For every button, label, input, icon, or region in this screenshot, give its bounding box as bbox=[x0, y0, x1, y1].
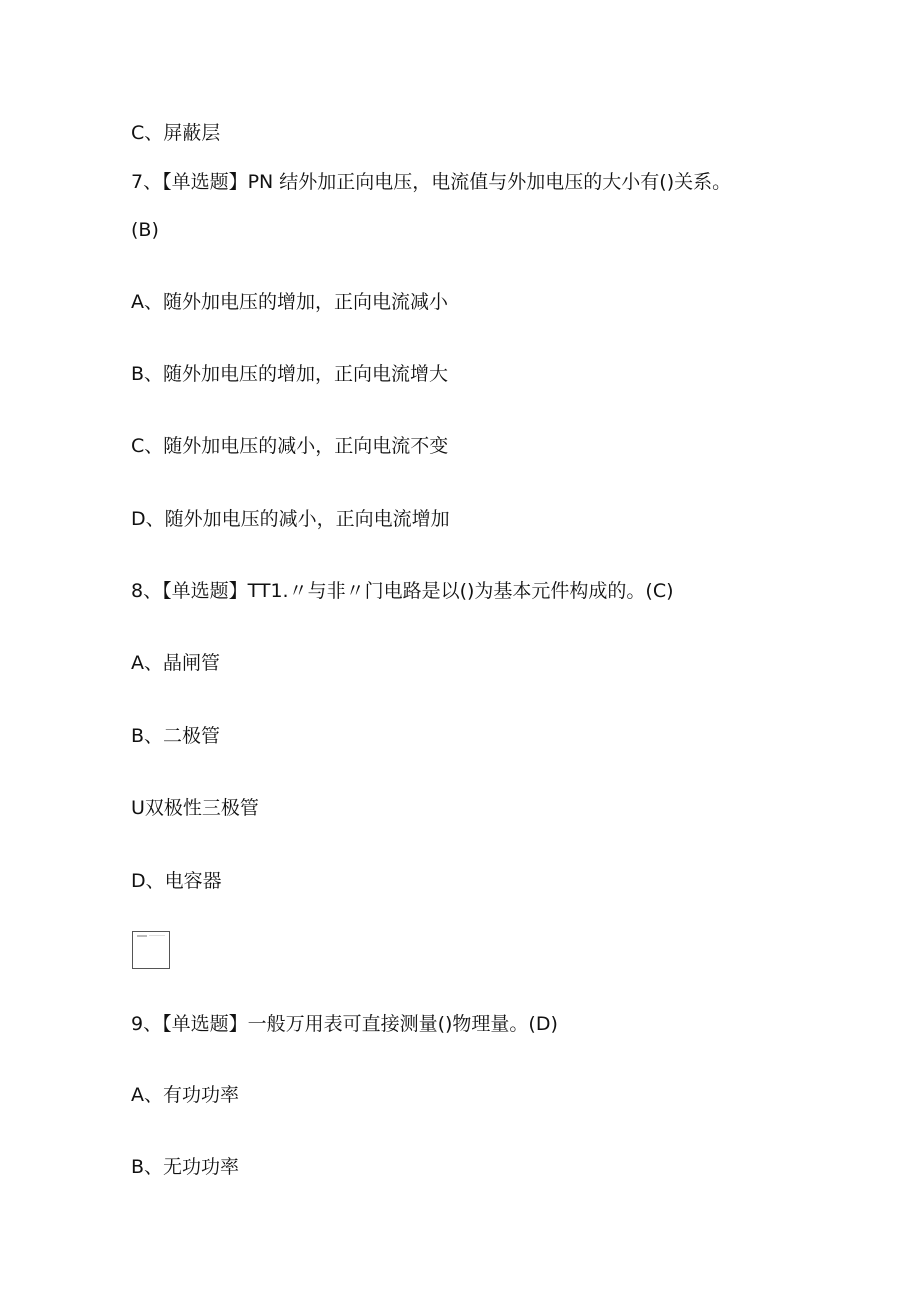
embedded-image-thumbnail bbox=[132, 931, 170, 969]
q8-option-c: U双极性三极管 bbox=[131, 797, 259, 819]
q9-option-a: A、有功功率 bbox=[131, 1084, 239, 1106]
q7-option-a: A、随外加电压的增加，正向电流减小 bbox=[131, 291, 448, 313]
thumbnail-mark bbox=[149, 935, 165, 936]
q9-option-b: B、无功功率 bbox=[131, 1156, 240, 1178]
q9-question: 9、【单选题】一般万用表可直接测量()物理量。(D) bbox=[131, 1013, 558, 1035]
q8-option-b: B、二极管 bbox=[131, 725, 221, 747]
thumbnail-mark bbox=[137, 935, 147, 937]
q8-option-a: A、晶闸管 bbox=[131, 652, 220, 674]
q7-answer: (B) bbox=[131, 219, 159, 241]
q8-option-d: D、电容器 bbox=[131, 870, 222, 892]
q7-question: 7、【单选题】PN 结外加正向电压，电流值与外加电压的大小有()关系。 bbox=[131, 171, 732, 193]
q7-option-c: C、随外加电压的减小，正向电流不变 bbox=[131, 435, 449, 457]
q7-option-b: B、随外加电压的增加，正向电流增大 bbox=[131, 363, 449, 385]
q8-question: 8、【单选题】TT1.〃与非〃门电路是以()为基本元件构成的。(C) bbox=[131, 580, 674, 602]
q7-option-d: D、随外加电压的减小，正向电流增加 bbox=[131, 508, 450, 530]
q6-option-c: C、屏蔽层 bbox=[131, 122, 221, 144]
